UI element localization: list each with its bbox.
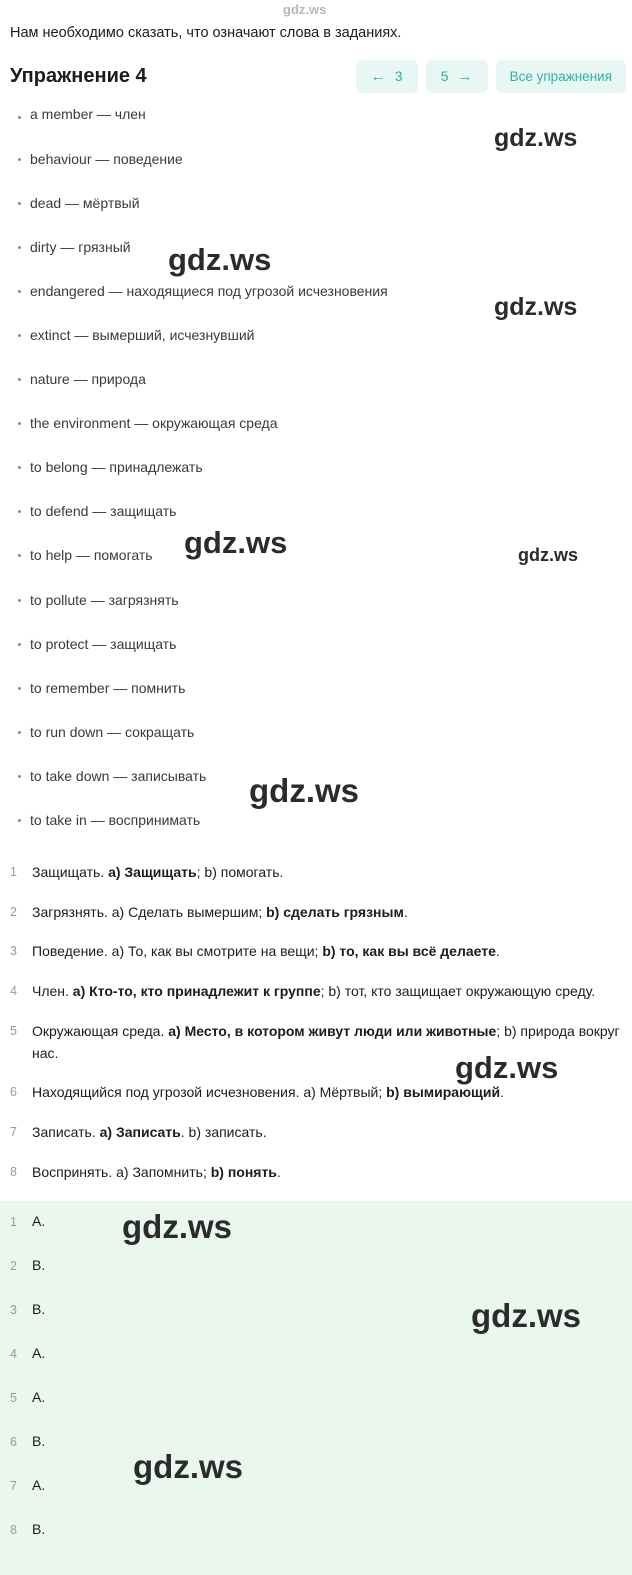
vocabulary-item: to defend — защищать: [10, 503, 622, 519]
key-answer-value: B.: [32, 1257, 46, 1274]
answer-text: Защищать. a) Защищать; b) помогать.: [32, 864, 284, 881]
vocabulary-item: dead — мёртвый: [10, 195, 622, 211]
answers-list: [0, 856, 632, 1183]
vocabulary-item: to take down — записывать: [10, 768, 622, 784]
exercise-header: [0, 44, 632, 103]
answer-row: [10, 1122, 622, 1144]
key-answer-row: [10, 1389, 622, 1433]
vocabulary-item: nature — природа: [10, 371, 622, 387]
watermark: gdz.ws: [249, 772, 360, 809]
key-answer-row: [10, 1257, 622, 1301]
answer-row: [10, 981, 622, 1003]
key-answer-row: [10, 1521, 622, 1565]
watermark: gdz.ws: [122, 1208, 233, 1245]
answer-row: [10, 1082, 622, 1104]
key-answer-value: A.: [32, 1477, 46, 1494]
answer-row: [10, 1162, 622, 1184]
vocabulary-list: [0, 103, 632, 829]
key-answer-number: 4: [10, 1347, 17, 1362]
vocabulary-item: to pollute — загрязнять: [10, 592, 622, 608]
intro-text: Нам необходимо сказать, что означают слова в заданиях.: [10, 25, 402, 41]
answer-text: Поведение. a) То, как вы смотрите на вещи; b) то, как вы всё делаете.: [32, 943, 500, 960]
watermark: gdz.ws: [133, 1448, 244, 1485]
answer-text: Воспринять. a) Запомнить; b) понять.: [32, 1163, 281, 1180]
key-answer-number: 2: [10, 1259, 17, 1274]
answer-row: [10, 902, 622, 924]
watermark: gdz.ws: [471, 1297, 582, 1334]
vocabulary-item: behaviour — поведение: [10, 151, 622, 167]
answer-number: 5: [10, 1023, 17, 1038]
key-answer-number: 5: [10, 1391, 17, 1406]
key-answer-number: 1: [10, 1215, 17, 1230]
arrow-left-icon: ←: [370, 67, 386, 85]
watermark: gdz.ws: [184, 525, 288, 560]
key-answer-value: A.: [32, 1213, 46, 1230]
vocabulary-item: to take in — воспринимать: [10, 812, 622, 828]
answer-text: Загрязнять. a) Сделать вымершим; b) сделать грязным.: [32, 903, 408, 920]
key-answer-value: A.: [32, 1345, 46, 1362]
key-answer-number: 8: [10, 1523, 17, 1538]
vocabulary-item: to protect — защищать: [10, 636, 622, 652]
answer-key-block: [0, 1201, 632, 1575]
answer-row: [10, 941, 622, 963]
answer-number: 7: [10, 1124, 17, 1139]
vocabulary-item: to belong — принадлежать: [10, 459, 622, 475]
exercise-nav: [356, 60, 626, 93]
all-exercises-button[interactable]: Все упражнения: [496, 60, 626, 93]
key-answer-row: [10, 1345, 622, 1389]
key-answer-number: 3: [10, 1303, 17, 1318]
answer-number: 8: [10, 1164, 17, 1179]
next-exercise-label: 5: [440, 68, 449, 85]
watermark: gdz.ws: [494, 124, 578, 152]
prev-exercise-label: 3: [394, 68, 403, 85]
page-title: Упражнение 4: [10, 64, 147, 87]
answer-text: Член. a) Кто-то, кто принадлежит к группе; b) тот, кто защищает окружающую среду.: [32, 983, 596, 1000]
arrow-right-icon: →: [457, 67, 473, 85]
watermark: gdz.ws: [494, 293, 578, 321]
answer-number: 1: [10, 865, 17, 880]
answer-number: 6: [10, 1085, 17, 1100]
answer-row: [10, 1021, 622, 1064]
key-answer-row: [10, 1213, 622, 1257]
next-exercise-button[interactable]: [426, 60, 488, 93]
key-answer-row: [10, 1477, 622, 1521]
watermark: gdz.ws: [455, 1050, 559, 1085]
watermark: gdz.ws: [283, 2, 327, 17]
key-answer-number: 6: [10, 1435, 17, 1450]
answer-number: 2: [10, 904, 17, 919]
answer-number: 4: [10, 984, 17, 999]
key-answer-row: [10, 1433, 622, 1477]
vocabulary-item: endangered — находящиеся под угрозой исчезновения: [10, 283, 622, 299]
watermark: gdz.ws: [168, 242, 272, 277]
vocabulary-item: dirty — грязный: [10, 239, 622, 255]
answer-text: Находящийся под угрозой исчезновения. a) Мёртвый; b) вымирающий.: [32, 1084, 504, 1101]
vocabulary-item: extinct — вымерший, исчезнувший: [10, 327, 622, 343]
vocabulary-item: the environment — окружающая среда: [10, 415, 622, 431]
key-answer-value: B.: [32, 1433, 46, 1450]
key-answer-number: 7: [10, 1479, 17, 1494]
answer-row: [10, 862, 622, 884]
answer-number: 3: [10, 944, 17, 959]
prev-exercise-button[interactable]: [356, 60, 418, 93]
vocabulary-item: a member — член: [10, 109, 622, 121]
vocabulary-item: to run down — сокращать: [10, 724, 622, 740]
key-answer-row: [10, 1301, 622, 1345]
key-answer-value: A.: [32, 1389, 46, 1406]
watermark: gdz.ws: [518, 545, 579, 565]
vocabulary-item: to remember — помнить: [10, 680, 622, 696]
answer-text: Записать. a) Записать. b) записать.: [32, 1123, 267, 1140]
key-answer-value: B.: [32, 1521, 46, 1538]
vocabulary-item: to help — помогать: [10, 547, 622, 563]
answer-text: Окружающая среда. a) Место, в котором живут люди или животные; b) природа вокруг нас.: [32, 1022, 620, 1061]
key-answer-value: B.: [32, 1301, 46, 1318]
